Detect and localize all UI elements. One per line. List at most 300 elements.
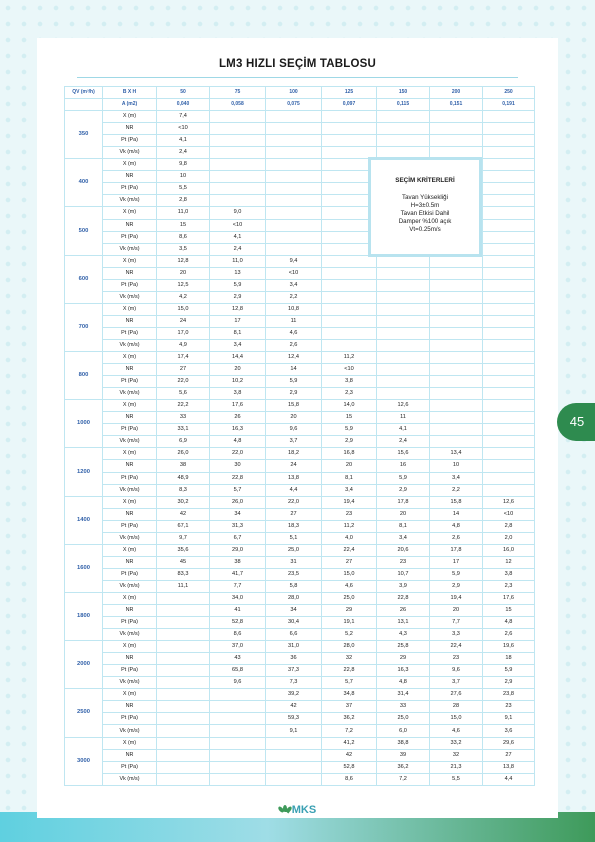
- value-cell: 4,6: [322, 580, 377, 592]
- row-label-cell: NR: [103, 171, 157, 183]
- value-cell: 31,0: [266, 641, 322, 653]
- value-cell: 20: [157, 267, 210, 279]
- value-cell: 26,0: [157, 448, 210, 460]
- airflow-cell: 400: [65, 159, 103, 207]
- value-cell: 5,9: [430, 568, 483, 580]
- table-row: [65, 629, 535, 641]
- value-cell: [377, 339, 430, 351]
- value-cell: 16,3: [210, 424, 266, 436]
- airflow-cell: 800: [65, 352, 103, 400]
- page-title: LM3 HIZLI SEÇİM TABLOSU: [218, 58, 377, 70]
- row-label-cell: Vk (m/s): [103, 291, 157, 303]
- value-cell: [266, 111, 322, 123]
- value-cell: 5,2: [322, 629, 377, 641]
- value-cell: 8,1: [377, 520, 430, 532]
- value-cell: 8,6: [322, 773, 377, 785]
- value-cell: <10: [210, 219, 266, 231]
- row-label-cell: Pt (Pa): [103, 617, 157, 629]
- value-cell: 10,8: [266, 303, 322, 315]
- value-cell: 3,4: [210, 339, 266, 351]
- value-cell: [210, 761, 266, 773]
- value-cell: [157, 725, 210, 737]
- table-row: [65, 111, 535, 123]
- value-cell: 4,1: [210, 231, 266, 243]
- value-cell: 35,6: [157, 544, 210, 556]
- value-cell: 14,4: [210, 352, 266, 364]
- value-cell: 27: [483, 749, 535, 761]
- value-cell: 9,1: [483, 713, 535, 725]
- row-label-cell: X (m): [103, 592, 157, 604]
- value-cell: [483, 291, 535, 303]
- value-cell: [430, 111, 483, 123]
- value-cell: 38: [210, 556, 266, 568]
- criteria-line: Damper %100 açık: [398, 218, 452, 225]
- value-cell: 30,2: [157, 496, 210, 508]
- row-label-cell: NR: [103, 219, 157, 231]
- value-cell: 2,2: [266, 291, 322, 303]
- value-cell: [157, 749, 210, 761]
- table-row: [65, 532, 535, 544]
- value-cell: [430, 267, 483, 279]
- value-cell: [430, 123, 483, 135]
- value-cell: [210, 725, 266, 737]
- value-cell: [377, 123, 430, 135]
- value-cell: 25,0: [377, 713, 430, 725]
- company-logo: [0, 804, 595, 816]
- value-cell: 31,4: [377, 689, 430, 701]
- value-cell: 17,6: [210, 400, 266, 412]
- value-cell: 16,3: [377, 665, 430, 677]
- value-cell: 27: [266, 508, 322, 520]
- value-cell: 24: [266, 460, 322, 472]
- value-cell: [266, 135, 322, 147]
- row-label-cell: Pt (Pa): [103, 135, 157, 147]
- value-cell: 28: [430, 701, 483, 713]
- value-cell: 11,1: [157, 580, 210, 592]
- airflow-cell: 2000: [65, 641, 103, 689]
- airflow-cell: 500: [65, 207, 103, 255]
- value-cell: 2,8: [483, 520, 535, 532]
- row-label-cell: Pt (Pa): [103, 424, 157, 436]
- header-cell: 200: [430, 87, 483, 99]
- value-cell: [322, 339, 377, 351]
- value-cell: [430, 135, 483, 147]
- row-label-cell: Pt (Pa): [103, 520, 157, 532]
- criteria-line: Tavan Yüksekliği: [402, 194, 448, 201]
- value-cell: [483, 111, 535, 123]
- table-row: [65, 496, 535, 508]
- value-cell: [483, 327, 535, 339]
- value-cell: 18: [483, 653, 535, 665]
- table-row: [65, 123, 535, 135]
- row-label-cell: Pt (Pa): [103, 231, 157, 243]
- value-cell: <10: [483, 508, 535, 520]
- value-cell: 12,6: [483, 496, 535, 508]
- row-label-cell: NR: [103, 460, 157, 472]
- value-cell: [210, 183, 266, 195]
- value-cell: 5,9: [266, 376, 322, 388]
- value-cell: [483, 388, 535, 400]
- value-cell: 5,9: [322, 424, 377, 436]
- value-cell: 12,6: [377, 400, 430, 412]
- table-row: [65, 544, 535, 556]
- table-row: [65, 303, 535, 315]
- value-cell: 41: [210, 605, 266, 617]
- row-label-cell: X (m): [103, 689, 157, 701]
- value-cell: [483, 183, 535, 195]
- value-cell: 4,0: [322, 532, 377, 544]
- airflow-cell: 350: [65, 111, 103, 159]
- value-cell: 20: [430, 605, 483, 617]
- value-cell: 5,9: [483, 665, 535, 677]
- value-cell: 36: [266, 653, 322, 665]
- value-cell: 3,6: [483, 725, 535, 737]
- value-cell: 17,6: [483, 592, 535, 604]
- value-cell: 2,9: [430, 580, 483, 592]
- airflow-cell: 2500: [65, 689, 103, 737]
- airflow-cell: 1800: [65, 592, 103, 640]
- value-cell: [322, 291, 377, 303]
- value-cell: 12,8: [157, 255, 210, 267]
- value-cell: [210, 749, 266, 761]
- header-cell: 150: [377, 87, 430, 99]
- value-cell: 14: [266, 364, 322, 376]
- value-cell: 12: [483, 556, 535, 568]
- header-cell: 50: [157, 87, 210, 99]
- value-cell: 9,6: [266, 424, 322, 436]
- value-cell: [322, 135, 377, 147]
- table-row: [65, 460, 535, 472]
- value-cell: 31,3: [210, 520, 266, 532]
- header-cell: 75: [210, 87, 266, 99]
- value-cell: 3,8: [322, 376, 377, 388]
- table-header-row: [65, 87, 535, 99]
- value-cell: 3,4: [377, 532, 430, 544]
- value-cell: 38: [157, 460, 210, 472]
- value-cell: 2,6: [483, 629, 535, 641]
- row-label-cell: Vk (m/s): [103, 484, 157, 496]
- value-cell: 18,2: [266, 448, 322, 460]
- value-cell: 30: [210, 460, 266, 472]
- table-row: [65, 388, 535, 400]
- value-cell: [266, 147, 322, 159]
- value-cell: [377, 327, 430, 339]
- value-cell: 52,8: [210, 617, 266, 629]
- value-cell: [430, 315, 483, 327]
- header-cell: QV (m³/h): [65, 87, 103, 99]
- row-label-cell: Pt (Pa): [103, 665, 157, 677]
- logo-text: MKS: [291, 804, 317, 816]
- value-cell: 5,6: [157, 388, 210, 400]
- value-cell: [266, 761, 322, 773]
- value-cell: 13: [210, 267, 266, 279]
- table-row: [65, 315, 535, 327]
- row-label-cell: X (m): [103, 352, 157, 364]
- value-cell: 2,4: [210, 243, 266, 255]
- row-label-cell: NR: [103, 653, 157, 665]
- value-cell: 28,0: [266, 592, 322, 604]
- value-cell: 22,8: [322, 665, 377, 677]
- value-cell: [483, 171, 535, 183]
- value-cell: [430, 339, 483, 351]
- header-cell: 0,097: [322, 99, 377, 111]
- table-row: [65, 556, 535, 568]
- value-cell: 6,9: [157, 436, 210, 448]
- value-cell: 28,0: [322, 641, 377, 653]
- value-cell: 11: [266, 315, 322, 327]
- value-cell: 2,6: [266, 339, 322, 351]
- value-cell: 29,6: [483, 737, 535, 749]
- value-cell: 7,7: [430, 617, 483, 629]
- value-cell: [483, 448, 535, 460]
- value-cell: [266, 207, 322, 219]
- value-cell: 5,7: [210, 484, 266, 496]
- table-row: [65, 713, 535, 725]
- value-cell: 24: [157, 315, 210, 327]
- row-label-cell: X (m): [103, 159, 157, 171]
- row-label-cell: X (m): [103, 737, 157, 749]
- value-cell: 52,8: [322, 761, 377, 773]
- selection-criteria-box: [368, 157, 482, 257]
- value-cell: 22,0: [266, 496, 322, 508]
- value-cell: [266, 195, 322, 207]
- value-cell: [377, 388, 430, 400]
- value-cell: 22,8: [377, 592, 430, 604]
- row-label-cell: X (m): [103, 111, 157, 123]
- value-cell: [377, 315, 430, 327]
- value-cell: 34: [210, 508, 266, 520]
- table-row: [65, 376, 535, 388]
- value-cell: 9,6: [210, 677, 266, 689]
- table-row: [65, 580, 535, 592]
- value-cell: [210, 135, 266, 147]
- table-row: [65, 267, 535, 279]
- value-cell: [377, 267, 430, 279]
- value-cell: 5,8: [266, 580, 322, 592]
- value-cell: [430, 352, 483, 364]
- value-cell: 36,2: [377, 761, 430, 773]
- value-cell: 13,4: [430, 448, 483, 460]
- value-cell: [266, 231, 322, 243]
- row-label-cell: NR: [103, 364, 157, 376]
- value-cell: 10: [157, 171, 210, 183]
- value-cell: [157, 713, 210, 725]
- row-label-cell: Vk (m/s): [103, 677, 157, 689]
- value-cell: 4,1: [377, 424, 430, 436]
- row-label-cell: Vk (m/s): [103, 388, 157, 400]
- value-cell: 11: [377, 412, 430, 424]
- value-cell: [157, 605, 210, 617]
- value-cell: 8,3: [157, 484, 210, 496]
- value-cell: [483, 135, 535, 147]
- table-row: [65, 568, 535, 580]
- value-cell: 9,7: [157, 532, 210, 544]
- value-cell: [430, 303, 483, 315]
- value-cell: [157, 677, 210, 689]
- value-cell: 2,9: [483, 677, 535, 689]
- value-cell: [430, 424, 483, 436]
- value-cell: 4,6: [266, 327, 322, 339]
- value-cell: 10,2: [210, 376, 266, 388]
- value-cell: [483, 207, 535, 219]
- value-cell: 3,7: [266, 436, 322, 448]
- value-cell: [157, 629, 210, 641]
- table-row: [65, 364, 535, 376]
- value-cell: [377, 111, 430, 123]
- value-cell: 26,0: [210, 496, 266, 508]
- value-cell: [483, 303, 535, 315]
- value-cell: <10: [157, 123, 210, 135]
- value-cell: [210, 123, 266, 135]
- value-cell: 26: [210, 412, 266, 424]
- value-cell: 19,6: [483, 641, 535, 653]
- criteria-line: Vt=0.25m/s: [409, 226, 441, 233]
- table-row: [65, 520, 535, 532]
- value-cell: 10: [430, 460, 483, 472]
- row-label-cell: NR: [103, 749, 157, 761]
- value-cell: 29: [377, 653, 430, 665]
- value-cell: [157, 617, 210, 629]
- value-cell: 43: [210, 653, 266, 665]
- value-cell: 23,8: [483, 689, 535, 701]
- value-cell: 19,4: [430, 592, 483, 604]
- value-cell: 3,4: [266, 279, 322, 291]
- value-cell: [483, 412, 535, 424]
- value-cell: 45: [157, 556, 210, 568]
- value-cell: 7,3: [266, 677, 322, 689]
- value-cell: [430, 279, 483, 291]
- value-cell: 27: [322, 556, 377, 568]
- value-cell: 4,2: [157, 291, 210, 303]
- value-cell: [377, 135, 430, 147]
- value-cell: 22,4: [322, 544, 377, 556]
- header-cell: 250: [483, 87, 535, 99]
- value-cell: 17: [210, 315, 266, 327]
- header-cell: 125: [322, 87, 377, 99]
- value-cell: 2,9: [266, 388, 322, 400]
- value-cell: [377, 279, 430, 291]
- value-cell: 17,8: [430, 544, 483, 556]
- table-row: [65, 641, 535, 653]
- value-cell: [430, 436, 483, 448]
- header-cell: B X H: [103, 87, 157, 99]
- value-cell: 5,1: [266, 532, 322, 544]
- value-cell: [157, 665, 210, 677]
- value-cell: [322, 327, 377, 339]
- value-cell: 4,4: [483, 773, 535, 785]
- value-cell: [483, 352, 535, 364]
- row-label-cell: Pt (Pa): [103, 761, 157, 773]
- value-cell: 3,3: [430, 629, 483, 641]
- value-cell: [210, 147, 266, 159]
- table-row: [65, 135, 535, 147]
- value-cell: 83,3: [157, 568, 210, 580]
- value-cell: 16: [377, 460, 430, 472]
- header-cell: 0,075: [266, 99, 322, 111]
- table-row: [65, 448, 535, 460]
- value-cell: 9,1: [266, 725, 322, 737]
- value-cell: 15,0: [157, 303, 210, 315]
- row-label-cell: Vk (m/s): [103, 532, 157, 544]
- value-cell: [430, 412, 483, 424]
- value-cell: [483, 279, 535, 291]
- value-cell: 22,8: [210, 472, 266, 484]
- row-label-cell: NR: [103, 701, 157, 713]
- value-cell: 42: [157, 508, 210, 520]
- table-row: [65, 761, 535, 773]
- value-cell: 4,8: [377, 677, 430, 689]
- value-cell: 15: [322, 412, 377, 424]
- value-cell: 15: [483, 605, 535, 617]
- value-cell: [266, 159, 322, 171]
- value-cell: 17: [430, 556, 483, 568]
- value-cell: 42: [322, 749, 377, 761]
- value-cell: 37,3: [266, 665, 322, 677]
- criteria-heading: SEÇİM KRİTERLERİ: [395, 177, 455, 184]
- value-cell: 22,0: [157, 376, 210, 388]
- value-cell: 3,5: [157, 243, 210, 255]
- value-cell: [322, 303, 377, 315]
- value-cell: [210, 773, 266, 785]
- value-cell: 32: [322, 653, 377, 665]
- value-cell: [322, 267, 377, 279]
- row-label-cell: Vk (m/s): [103, 147, 157, 159]
- value-cell: [430, 291, 483, 303]
- value-cell: 8,6: [210, 629, 266, 641]
- value-cell: 25,0: [322, 592, 377, 604]
- value-cell: [266, 749, 322, 761]
- value-cell: 42: [266, 701, 322, 713]
- table-row: [65, 472, 535, 484]
- value-cell: [266, 123, 322, 135]
- value-cell: [157, 653, 210, 665]
- table-row: [65, 725, 535, 737]
- value-cell: [266, 219, 322, 231]
- table-row: [65, 327, 535, 339]
- value-cell: 2,8: [157, 195, 210, 207]
- value-cell: 23,5: [266, 568, 322, 580]
- value-cell: [430, 327, 483, 339]
- value-cell: 12,5: [157, 279, 210, 291]
- value-cell: 48,9: [157, 472, 210, 484]
- row-label-cell: X (m): [103, 496, 157, 508]
- value-cell: [210, 159, 266, 171]
- value-cell: 4,9: [157, 339, 210, 351]
- value-cell: [430, 376, 483, 388]
- row-label-cell: X (m): [103, 207, 157, 219]
- value-cell: 4,4: [266, 484, 322, 496]
- value-cell: 4,8: [483, 617, 535, 629]
- value-cell: [483, 376, 535, 388]
- value-cell: 37: [322, 701, 377, 713]
- value-cell: [377, 352, 430, 364]
- row-label-cell: Pt (Pa): [103, 376, 157, 388]
- value-cell: 2,9: [377, 484, 430, 496]
- table-row: [65, 677, 535, 689]
- value-cell: 17,0: [157, 327, 210, 339]
- value-cell: 15: [157, 219, 210, 231]
- value-cell: 20,6: [377, 544, 430, 556]
- header-cell: [65, 99, 103, 111]
- value-cell: 7,4: [157, 111, 210, 123]
- page-number-tab: 45: [557, 403, 595, 441]
- value-cell: 15,8: [266, 400, 322, 412]
- value-cell: [210, 171, 266, 183]
- value-cell: 6,7: [210, 532, 266, 544]
- value-cell: 33,2: [430, 737, 483, 749]
- value-cell: 3,4: [322, 484, 377, 496]
- row-label-cell: Pt (Pa): [103, 183, 157, 195]
